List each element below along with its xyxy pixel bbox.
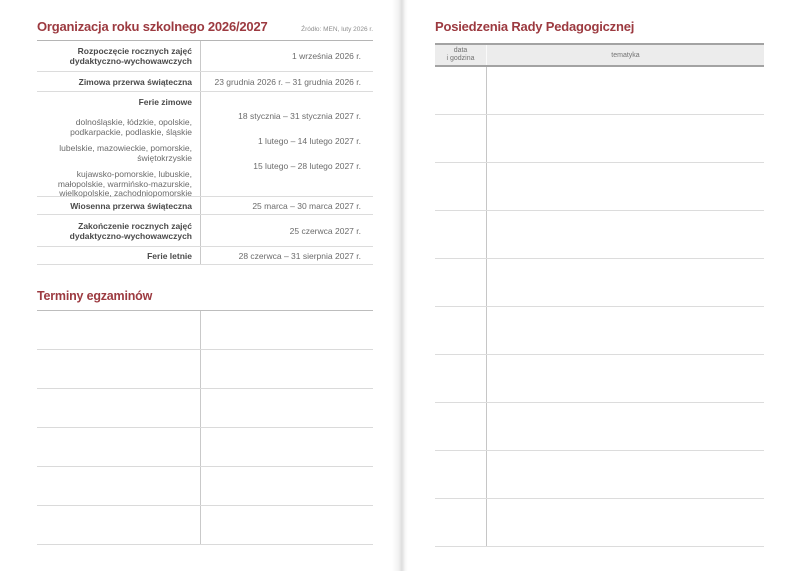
- exams-table: [37, 310, 373, 545]
- meeting-date-cell: [435, 115, 487, 162]
- winter-break-dates-cell: [201, 92, 373, 196]
- header-line: i godzina: [446, 55, 475, 62]
- exam-name-cell: [201, 350, 373, 388]
- meeting-empty-row: [435, 451, 764, 499]
- meeting-topic-cell: [487, 259, 764, 306]
- meeting-empty-row: [435, 211, 764, 259]
- meeting-topic-cell: [487, 211, 764, 258]
- region-group: lubelskie, mazowieckie, pomorskie, świętokrzyskie: [59, 143, 192, 163]
- meeting-empty-row: [435, 307, 764, 355]
- exam-date-cell: [37, 506, 201, 544]
- exams-title: Terminy egzaminów: [37, 289, 153, 303]
- date-time-column-header: [435, 45, 487, 65]
- meetings-table-header: [435, 43, 764, 67]
- meetings-table: [435, 43, 764, 547]
- break-dates: 1 lutego – 14 lutego 2027 r.: [257, 136, 361, 146]
- meeting-empty-row: [435, 67, 764, 115]
- winter-break-heading: Ferie zimowe: [138, 97, 192, 107]
- row-label: Ferie letnie: [37, 247, 201, 264]
- exam-date-cell: [37, 428, 201, 466]
- meeting-date-cell: [435, 211, 487, 258]
- exam-empty-row: [37, 506, 373, 545]
- table-row: [37, 197, 373, 215]
- break-dates: 18 stycznia – 31 stycznia 2027 r.: [238, 111, 361, 121]
- exam-name-cell: [201, 506, 373, 544]
- exam-name-cell: [201, 389, 373, 427]
- break-dates: 15 lutego – 28 lutego 2027 r.: [253, 161, 361, 171]
- meeting-topic-cell: [487, 67, 764, 114]
- exam-date-cell: [37, 467, 201, 505]
- table-row: [37, 41, 373, 72]
- page-right: [435, 0, 764, 547]
- region-group: kujawsko-pomorskie, lubuskie, małopolskie, warmińsko-mazurskie, wielkopolskie, zachodniopomorskie: [57, 169, 192, 198]
- meetings-table-body: [435, 67, 764, 547]
- exam-empty-row: [37, 467, 373, 506]
- meeting-topic-cell: [487, 499, 764, 546]
- meeting-empty-row: [435, 355, 764, 403]
- header-line: data: [453, 46, 468, 54]
- row-label: Wiosenna przerwa świąteczna: [37, 197, 201, 214]
- school-year-title: Organizacja roku szkolnego 2026/2027: [37, 19, 268, 34]
- meeting-topic-cell: [487, 307, 764, 354]
- exam-empty-row: [37, 311, 373, 350]
- page-gutter-shadow: [392, 0, 408, 571]
- meeting-date-cell: [435, 403, 487, 450]
- region-group: dolnośląskie, łódzkie, opolskie, podkarpackie, podlaskie, śląskie: [70, 117, 192, 137]
- meeting-date-cell: [435, 451, 487, 498]
- table-row: [37, 247, 373, 265]
- meeting-topic-cell: [487, 451, 764, 498]
- page-left: [37, 0, 373, 545]
- exam-name-cell: [201, 311, 373, 349]
- table-row: [37, 215, 373, 247]
- meeting-topic-cell: [487, 115, 764, 162]
- meeting-empty-row: [435, 499, 764, 547]
- row-value: 25 czerwca 2027 r.: [289, 225, 361, 236]
- meeting-topic-cell: [487, 355, 764, 402]
- school-year-table: [37, 40, 373, 265]
- exam-name-cell: [201, 428, 373, 466]
- meeting-date-cell: [435, 259, 487, 306]
- row-value: 28 czerwca – 31 sierpnia 2027 r.: [238, 250, 361, 261]
- left-title-row: [37, 19, 373, 35]
- source-note: Źródło: MEN, luty 2026 r.: [301, 26, 373, 33]
- row-label: Rozpoczęcie rocznych zajęć dydaktyczno-wychowawczych: [37, 41, 201, 71]
- meeting-date-cell: [435, 499, 487, 546]
- exam-date-cell: [37, 311, 201, 349]
- row-value: 25 marca – 30 marca 2027 r.: [252, 200, 361, 211]
- topic-column-header: tematyka: [611, 51, 640, 59]
- exam-empty-row: [37, 350, 373, 389]
- meeting-empty-row: [435, 403, 764, 451]
- row-value: 1 września 2026 r.: [292, 51, 361, 61]
- meetings-title: Posiedzenia Rady Pedagogicznej: [435, 19, 635, 34]
- meeting-topic-cell: [487, 403, 764, 450]
- meeting-date-cell: [435, 67, 487, 114]
- meeting-topic-cell: [487, 163, 764, 210]
- meeting-empty-row: [435, 115, 764, 163]
- meeting-empty-row: [435, 259, 764, 307]
- row-label: Zimowa przerwa świąteczna: [37, 72, 201, 91]
- row-label: Zakończenie rocznych zajęć dydaktyczno-wychowawczych: [37, 215, 201, 246]
- exam-date-cell: [37, 389, 201, 427]
- exam-date-cell: [37, 350, 201, 388]
- exam-empty-row: [37, 389, 373, 428]
- exam-empty-row: [37, 428, 373, 467]
- meeting-date-cell: [435, 307, 487, 354]
- winter-break-label-cell: [37, 92, 201, 196]
- right-title-row: [435, 19, 764, 35]
- meeting-date-cell: [435, 163, 487, 210]
- row-value: 23 grudnia 2026 r. – 31 grudnia 2026 r.: [214, 76, 361, 87]
- meeting-date-cell: [435, 355, 487, 402]
- meeting-empty-row: [435, 163, 764, 211]
- exam-name-cell: [201, 467, 373, 505]
- table-row: [37, 72, 373, 92]
- winter-break-row: [37, 92, 373, 197]
